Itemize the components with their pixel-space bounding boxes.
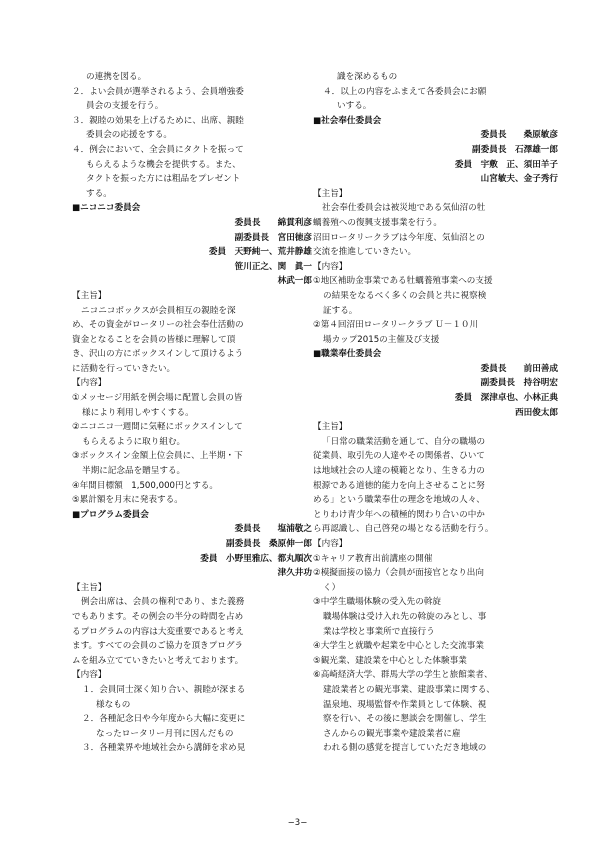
text-line: 証する。 xyxy=(323,305,358,316)
text-line: 場カップ2015の主催及び支援 xyxy=(323,334,440,345)
text-line: 「日常の職業活動を通して、自分の職場の xyxy=(322,436,486,447)
text-line: でもあります。その例会の半分の時間を占め xyxy=(72,611,244,622)
label-naiyo: 【内容】 xyxy=(313,539,348,549)
member-role: 山宮敏夫、金子秀行 xyxy=(480,174,558,185)
text-line: １．会員同士深く知り合い、親睦が深まる xyxy=(82,684,246,695)
member-role: 副委員長 桑原伸一郎 xyxy=(226,539,312,549)
section-heading-shakai: ■社会奉仕委員会 xyxy=(313,115,382,126)
text-line: 蠣養殖への復興支援事業を行う。 xyxy=(313,217,442,228)
member-role: 委員長 綿貫利彦 xyxy=(234,217,312,228)
text-line: るプログラムの内容は大変重要であると考え xyxy=(72,626,244,637)
text-line: に活動を行っていきたい。 xyxy=(72,363,176,374)
text-line: ⑤累計額を月末に発表する。 xyxy=(72,495,183,506)
text-line: ①メッセージ用紙を例会場に配置し会員の皆 xyxy=(72,393,243,404)
label-naiyo: 【内容】 xyxy=(72,670,107,681)
member-role: 委員長 塩浦敬之 xyxy=(234,524,312,535)
member-role: 副委員長 石澤雄一郎 xyxy=(472,144,558,155)
text-line: 建設業者との観光事業、建設事業に関する、 xyxy=(323,684,495,695)
text-line: 温泉地、現場監督や作業員として体験、視 xyxy=(323,699,487,710)
right-column xyxy=(313,70,558,756)
text-line: なったロータリー月刊に因んだもの xyxy=(96,728,234,739)
label-shushi: 【主旨】 xyxy=(72,582,107,593)
member-role: 笹川正之、関 眞一 xyxy=(234,261,312,272)
label-naiyo: 【内容】 xyxy=(72,378,107,389)
text-line: タクトを振った方には粗品をプレゼント xyxy=(86,174,241,185)
text-line: ①地区補助金事業である牡蠣養殖事業への支援 xyxy=(313,276,493,287)
member-role: 委員 宇敷 正、須田羊子 xyxy=(454,159,558,170)
section-heading-niko: ■ニコニコ委員会 xyxy=(72,203,141,214)
section-heading-shokugyo: ■職業奉仕委員会 xyxy=(313,349,382,360)
member-role: 委員 深津卓也、小林正典 xyxy=(454,393,558,404)
text-line: ２．よい会員が選挙されるよう、会員増強委 xyxy=(72,86,244,97)
text-line: ４．以上の内容をふまえて各委員会にお願 xyxy=(323,86,487,97)
text-line: ③中学生職場体験の受入先の斡旋 xyxy=(313,597,442,608)
text-line: 資金となることを会員の皆様に理解して頂 xyxy=(72,334,236,345)
label-shushi: 【主旨】 xyxy=(313,188,348,199)
text-line: ３．各種業界や地域社会から講師を求め見 xyxy=(82,743,246,754)
text-line: 社会奉仕委員会は被災地である気仙沼の牡 xyxy=(322,203,486,214)
text-line: 員会の支援を行う。 xyxy=(86,101,164,112)
text-line: ２．各種記念日や今年度から大幅に変更に xyxy=(82,714,246,725)
label-naiyo: 【内容】 xyxy=(313,261,348,272)
text-line: ⑤観光業、建設業を中心とした体験事業 xyxy=(313,655,467,666)
text-line: 沼田ロータリークラブは今年度、気仙沼との xyxy=(313,232,485,243)
text-line: ⑥高崎経済大学、群馬大学の学生と旅館業者、 xyxy=(313,670,493,681)
text-line: する。 xyxy=(86,188,112,199)
text-line: 交流を推進していきたい。 xyxy=(313,247,417,258)
text-line: ます。すべての会員のご協力を頂きプログラ xyxy=(72,641,244,652)
text-line: 従業員、取引先の人達やその関係者、ひいて xyxy=(313,451,485,462)
text-line: 識を深めるもの xyxy=(337,72,398,82)
member-role: 委員 小野里雅広、都丸順次 xyxy=(200,553,312,564)
page-number: −3− xyxy=(287,818,308,828)
text-line: ①キャリア教育出前講座の開催 xyxy=(313,553,433,564)
text-line: われる側の感覚を提言していただき地域の xyxy=(323,743,487,754)
member-role: 委員長 桑原敏彦 xyxy=(480,130,558,141)
text-line: 委員会の応援をする。 xyxy=(86,130,172,141)
text-line: とりわけ青少年への積極的関わり合いの中か xyxy=(313,509,485,520)
text-line: もらえるように取り組む。 xyxy=(82,436,186,447)
text-line: 業は学校と事業所で直接行う xyxy=(323,626,435,637)
text-line: 様なもの xyxy=(96,699,131,710)
text-line: の結果をなるべく多くの会員と共に視察検 xyxy=(323,290,487,301)
text-line: く） xyxy=(323,582,341,593)
text-line: き、沢山の方にボックスインして頂けるよう xyxy=(72,349,244,360)
text-line: める」という職業奉仕の理念を地域の人々、 xyxy=(313,495,485,506)
text-line: ４．例会において、全会員にタクトを振って xyxy=(72,144,244,155)
text-line: ④大学生と就職や起業を中心とした交流事業 xyxy=(313,641,484,652)
text-line: ムを組み立てていきたいと考えております。 xyxy=(72,655,244,666)
text-line: ②模擬面接の協力（会員が面接官となり出向 xyxy=(313,568,484,579)
member-role: 委員長 前田善成 xyxy=(480,363,558,374)
text-line: は地域社会の人達の模範となり、生きる力の xyxy=(313,466,485,477)
text-line: 職場体験は受け入れ先の斡旋のみとし、事 xyxy=(323,611,487,622)
text-line: ②ニコニコ一週間に気軽にボックスインして xyxy=(72,422,243,433)
member-role: 副委員長 持谷明宏 xyxy=(480,378,558,389)
member-role: 津久井功 xyxy=(277,568,312,579)
section-heading-program: ■プログラム委員会 xyxy=(72,509,149,520)
member-role: 委員 天野純一、荒井静雄 xyxy=(208,247,312,258)
text-line: ら再認識し、自己啓発の場となる活動を行う。 xyxy=(313,524,494,535)
text-line: め、その資金がロータリーの社会奉仕活動の xyxy=(72,320,244,331)
member-role: 林武一郎 xyxy=(277,276,312,287)
text-line: さんからの観光事業や建設業者に雇 xyxy=(323,728,461,739)
left-column xyxy=(72,70,312,756)
text-line: 半期に記念品を贈呈する。 xyxy=(82,466,186,477)
text-line: ③ボックスイン金額上位会員に、上半期・下 xyxy=(72,451,243,462)
text-line: ④年間目標額 1,500,000円とする。 xyxy=(72,480,218,491)
member-role: 西田俊太郎 xyxy=(515,407,558,418)
text-line: ②第４回沼田ロータリークラブ Ｕ－１０川 xyxy=(313,320,479,331)
label-shushi: 【主旨】 xyxy=(313,422,348,433)
text-line: もらえるような機会を提供する。また、 xyxy=(86,159,241,170)
text-line: 様により利用しやすくする。 xyxy=(82,407,194,418)
member-role: 副委員長 宮田徳彦 xyxy=(234,232,312,243)
text-line: 例会出席は、会員の権利であり、また義務 xyxy=(81,597,245,608)
text-line: いする。 xyxy=(337,101,372,112)
text-line: ３．親睦の効果を上げるために、出席、親睦 xyxy=(72,115,244,126)
text-line: 察を行い、その後に懇談会を開催し、学生 xyxy=(323,714,487,725)
label-shushi: 【主旨】 xyxy=(72,290,107,301)
text-line: 根源である道徳的能力を向上させることに努 xyxy=(313,480,485,491)
text-line: ニコニコボックスが会員相互の親睦を深 xyxy=(81,305,236,316)
text-line: の連携を図る。 xyxy=(86,72,147,82)
